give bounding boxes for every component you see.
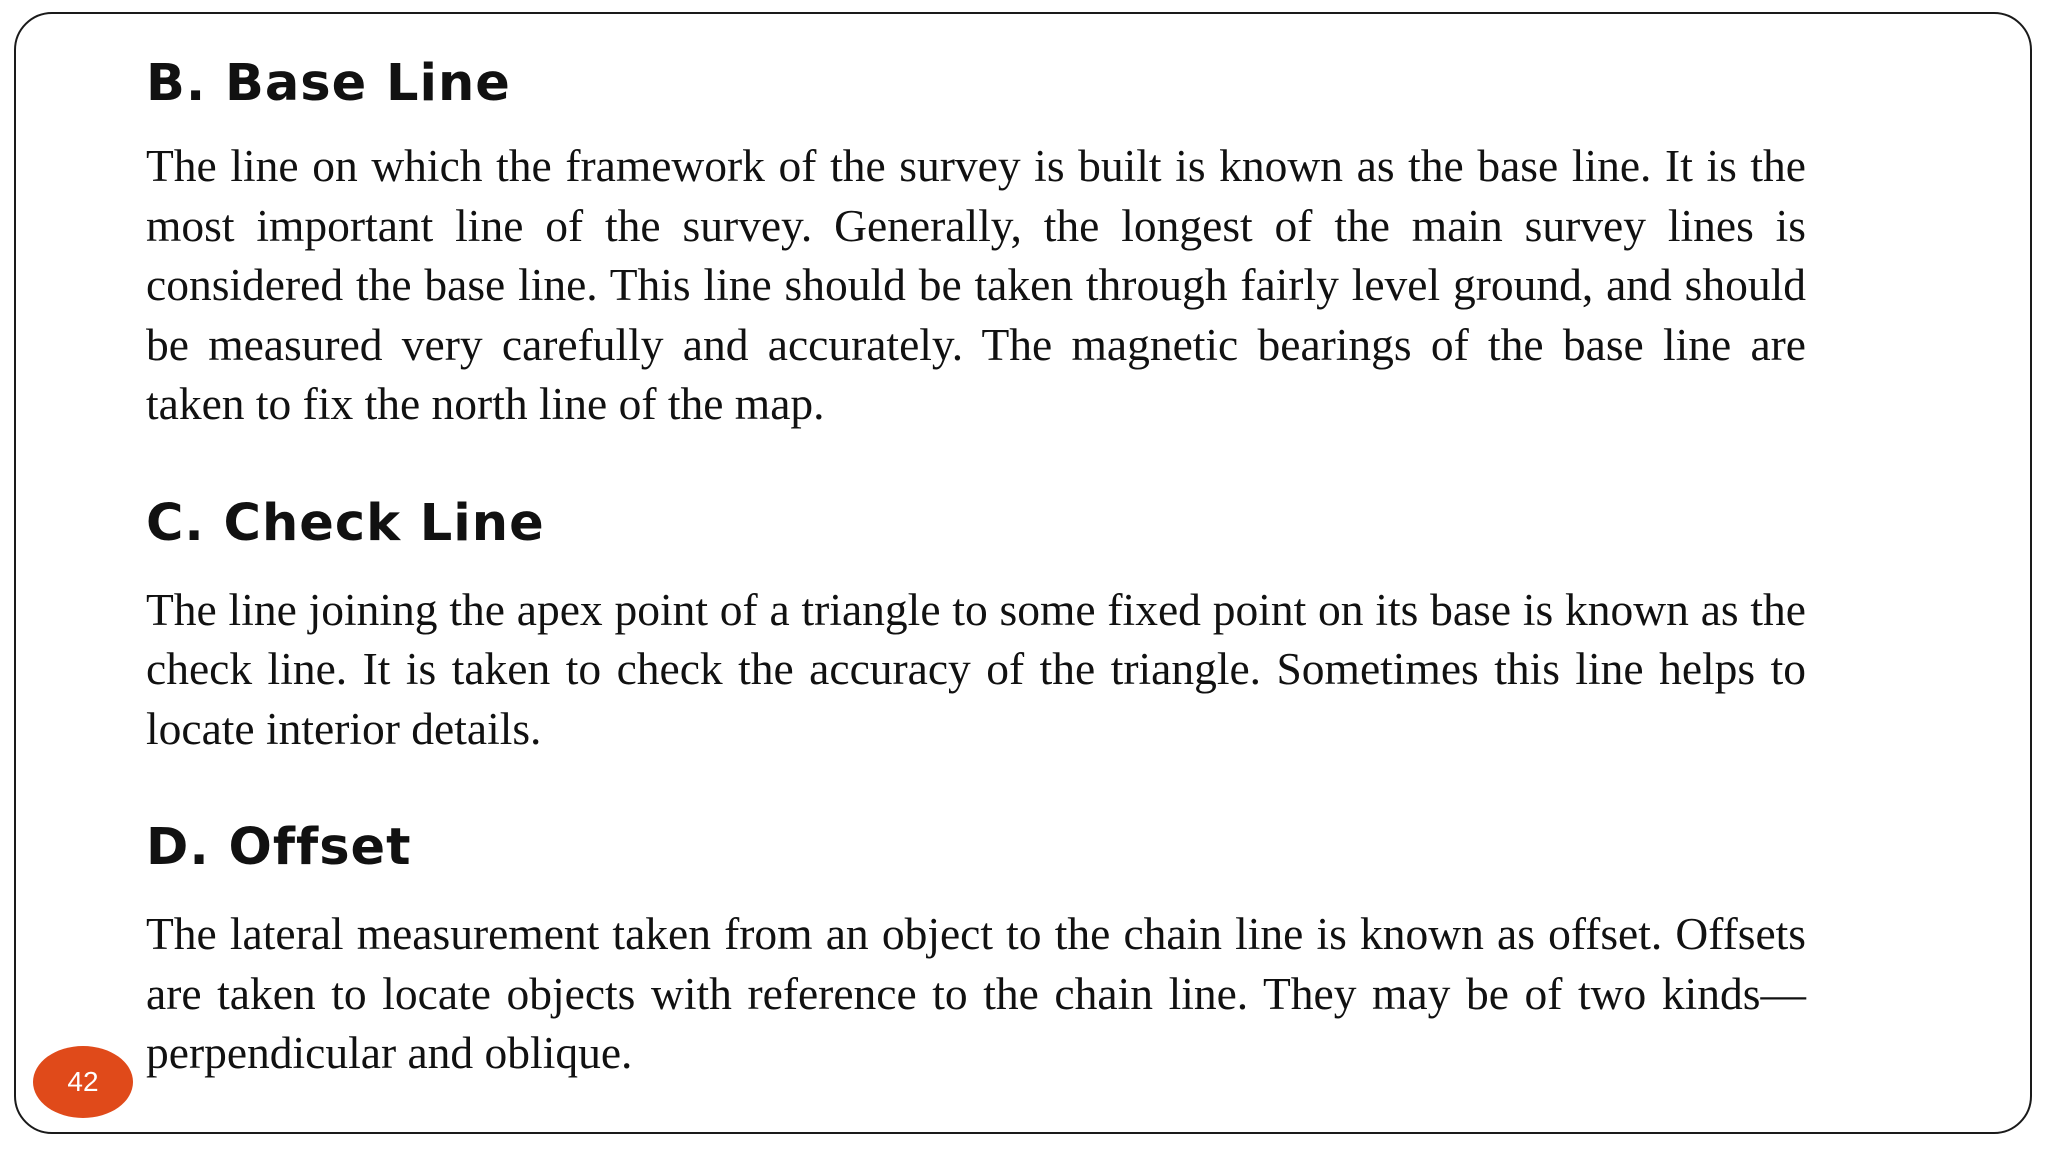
paragraph-check-line: The line joining the apex point of a triangle to some fixed point on its base is known as the check line. It is taken to check the accuracy of the triangle. Sometimes this line helps to locate interior details. [146,583,1806,754]
heading-offset: D. Offset [146,818,412,878]
heading-check-line: C. Check Line [146,493,545,553]
paragraph-offset: The lateral measurement taken from an object to the chain line is known as offset. Offsets are taken to locate objects with reference to the chain line. They may be of two kinds—perpendicular and oblique. [146,908,1806,1079]
heading-base-line: B. Base Line [146,54,511,113]
slide-content [146,50,1806,1083]
paragraph-base-line: The line on which the framework of the survey is built is known as the base line. It is the most important line of the survey. Generally, the longest of the main survey lines is considered the base line. This line should be taken through fairly level ground, and should be measured very carefully and accurately. The magnetic bearings of the base line are taken to fix the north line of the map. [146,140,1806,430]
page-number-badge: 42 [33,1046,133,1118]
